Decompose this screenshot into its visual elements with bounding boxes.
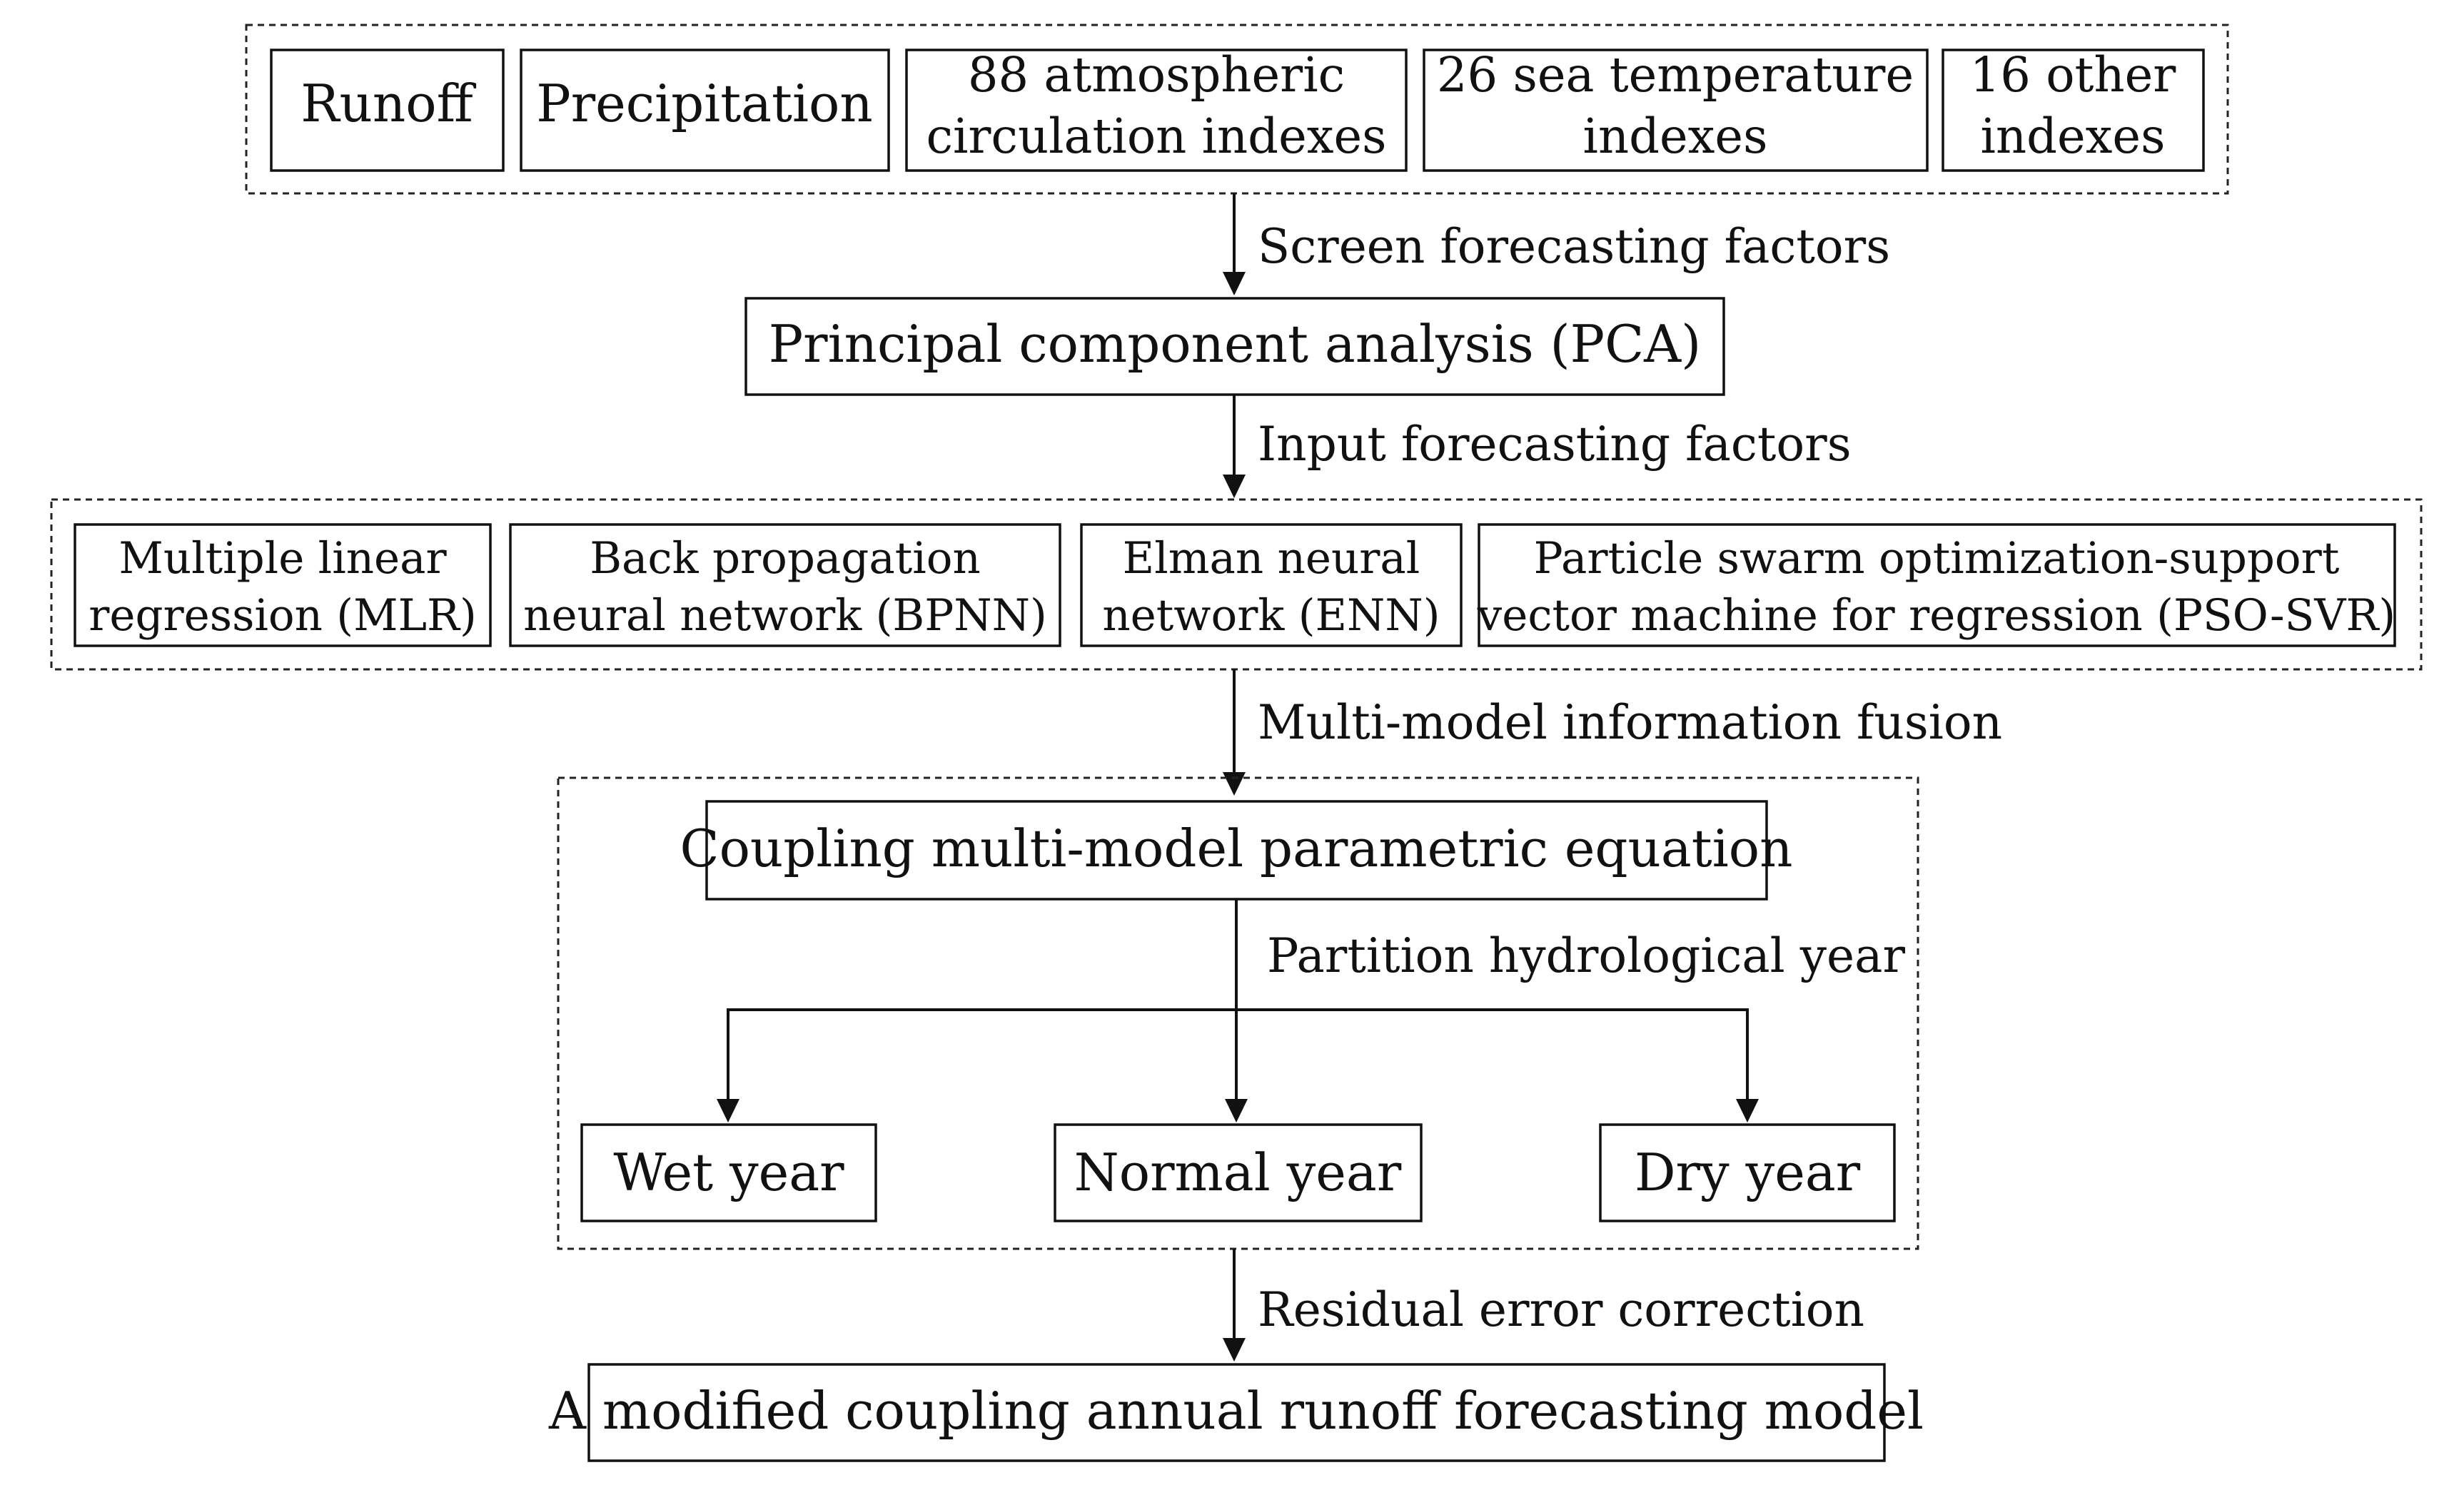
sea-temperature-label: indexes <box>1582 108 1768 164</box>
wet-year-arrow-head <box>717 1099 739 1122</box>
pca-label: Principal component analysis (PCA) <box>768 314 1702 374</box>
dry-year-label: Dry year <box>1634 1142 1861 1202</box>
normal-year-arrow-head <box>1225 1099 1248 1122</box>
residual-arrow-head <box>1223 1338 1246 1362</box>
dry-year-arrow-head <box>1736 1099 1759 1122</box>
input-arrow-head <box>1223 475 1246 498</box>
bpnn-label: Back propagation <box>590 533 981 584</box>
mlr-label: Multiple linear <box>118 533 447 584</box>
sea-temperature-label: 26 sea temperature <box>1436 47 1914 103</box>
other-indexes-label: indexes <box>1980 108 2166 164</box>
atmospheric-circulation-label: 88 atmospheric <box>967 47 1345 103</box>
wet-year-label: Wet year <box>613 1142 844 1202</box>
atmospheric-circulation-label: circulation indexes <box>926 108 1387 164</box>
fusion-arrow-head <box>1223 772 1246 796</box>
mlr-label: regression (MLR) <box>89 590 477 641</box>
multi-model-fusion-label: Multi-model information fusion <box>1258 695 2003 750</box>
screen-forecasting-factors-label: Screen forecasting factors <box>1258 219 1891 274</box>
input-forecasting-factors-label: Input forecasting factors <box>1258 417 1852 472</box>
pso-svr-label: vector machine for regression (PSO-SVR) <box>1477 590 2396 641</box>
screen-arrow-head <box>1223 272 1246 295</box>
final-model-label: A modified coupling annual runoff forecasting model <box>548 1381 1924 1441</box>
residual-error-correction-label: Residual error correction <box>1258 1282 1865 1337</box>
enn-label: Elman neural <box>1122 533 1420 584</box>
coupling-equation-label: Coupling multi-model parametric equation <box>680 819 1793 878</box>
pso-svr-label: Particle swarm optimization-support <box>1533 533 2340 584</box>
normal-year-label: Normal year <box>1074 1142 1402 1202</box>
enn-label: network (ENN) <box>1102 590 1440 641</box>
bpnn-label: neural network (BPNN) <box>523 590 1047 641</box>
other-indexes-label: 16 other <box>1969 47 2176 103</box>
precipitation-label: Precipitation <box>536 74 873 133</box>
runoff-label: Runoff <box>301 74 473 133</box>
partition-hydrological-year-label: Partition hydrological year <box>1267 928 1905 983</box>
